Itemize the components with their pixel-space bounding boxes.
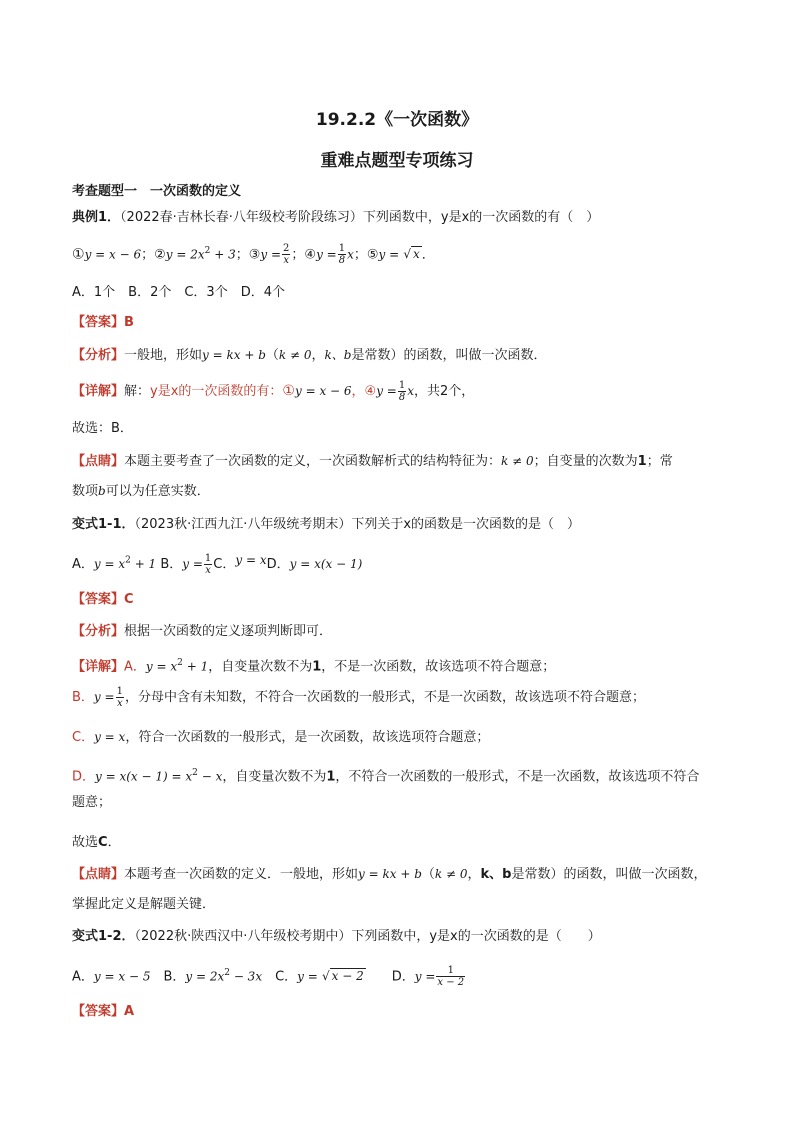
page-subtitle: 重难点题型专项练习 — [320, 151, 474, 171]
example1-options: A．1个 B．2个 C．3个 D．4个 — [72, 285, 285, 300]
variant2-answer: 【答案】A — [72, 1004, 135, 1019]
fraction: $\frac{1}{x}$ — [204, 553, 212, 576]
fraction: $\frac{2}{x}$ — [283, 243, 290, 267]
variant1-choose: 故选C． — [72, 835, 121, 850]
example1-detail: 【详解】解：y是x的一次函数的有：①y = x − 6，④y = $\frac{1}{8}$ x，共2个， — [72, 380, 475, 403]
example1-stem: 典例1．（2022春·吉林长春·八年级校考阶段练习）下列函数中，y是x的一次函数的有（ ） — [72, 210, 600, 225]
variant2-options: A．y = x − 5 B．$y = 2x^2 - 3x$ C．y = √ x − 2 D．y = $\frac{1}{x - 2}$ — [72, 965, 465, 989]
fraction: $\frac{1}{8}$ — [398, 380, 406, 403]
example1-comment-line2: 数项b可以为任意实数． — [72, 484, 210, 499]
example1-choose: 故选：B． — [72, 421, 133, 436]
variant1-stem: 变式1-1．（2023秋·江西九江·八年级统考期末）下列关于x的函数是一次函数的是（ ） — [72, 517, 581, 532]
fraction: $\frac{1}{8}$ — [338, 243, 346, 267]
variant1-detail-a: 【详解】A．$y = x^2 + 1$，自变量次数不为1，不是一次函数，故该选项不符合题意； — [72, 658, 556, 675]
variant1-detail-d-cont: 题意； — [72, 795, 112, 810]
variant1-detail-d: D．$y = x(x - 1) = x^2 - x$，自变量次数不为1，不符合一次函数的一般形式，不是一次函数，故该选项不符合 — [72, 768, 700, 785]
section-title: 考查题型一 一次函数的定义 — [72, 184, 242, 199]
variant1-analysis: 【分析】根据一次函数的定义逐项判断即可． — [72, 624, 333, 639]
example1-answer: 【答案】B — [72, 315, 134, 330]
example1-analysis: 【分析】一般地，形如y = kx + b（k ≠ 0，k、b是常数）的函数，叫做一次函数． — [72, 348, 547, 363]
variant1-comment-line1: 【点睛】本题考查一次函数的定义．一般地，形如y = kx + b（k ≠ 0，k、b是常数）的函数，叫做一次函数， — [72, 867, 707, 882]
variant1-comment-line2: 掌握此定义是解题关键． — [72, 897, 216, 912]
fraction: $\frac{1}{x}$ — [116, 686, 123, 709]
example1-formulas: ①y = x − 6；②y = $2x^2 + 3$；③y = $\frac{2}{x}$ ；④y = $\frac{1}{8}$ x；⑤y = √ x ． — [72, 243, 435, 267]
page-title: 19.2.2《一次函数》 — [315, 110, 479, 130]
variant1-detail-c: C．y = x，符合一次函数的一般形式，是一次函数，故该选项符合题意； — [72, 730, 490, 745]
variant1-answer: 【答案】C — [72, 592, 134, 607]
variant2-stem: 变式1-2．（2022秋·陕西汉中·八年级校考期中）下列函数中，y是x的一次函数的是（ ） — [72, 929, 601, 944]
fraction: $\frac{1}{x - 2}$ — [437, 965, 465, 989]
sqrt: √ x − 2 — [321, 969, 364, 984]
example1-comment-line1: 【点睛】本题主要考查了一次函数的定义，一次函数解析式的结构特征为：k ≠ 0；自变量的次数为1；常 — [72, 454, 673, 469]
sqrt: √ x — [403, 247, 420, 262]
variant1-options: A．$y = x^2 + 1$ B．y = $\frac{1}{x}$ C．y = xD．y = x(x − 1) — [72, 553, 363, 576]
variant1-detail-b: B．y = $\frac{1}{x}$ ，分母中含有未知数，不符合一次函数的一般形式，不是一次函数，故该选项不符合题意； — [72, 686, 645, 709]
